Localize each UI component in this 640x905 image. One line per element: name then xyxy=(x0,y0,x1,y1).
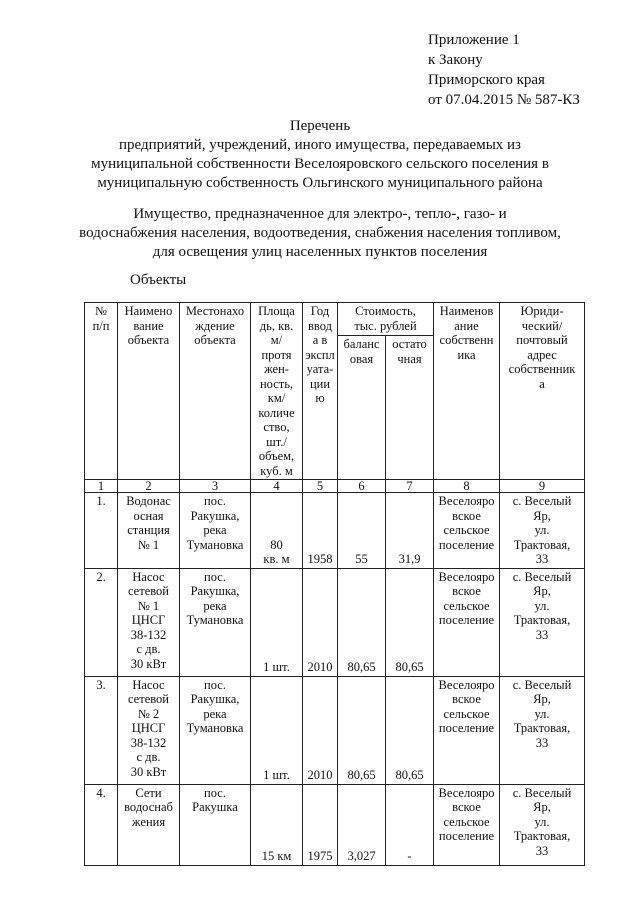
owner-name-line: вское xyxy=(452,692,481,706)
document-title xyxy=(0,117,640,193)
owner-address-line: ул. xyxy=(534,706,550,721)
location-line: Тумановка xyxy=(186,537,244,552)
appendix-reference xyxy=(428,30,580,110)
owner-address-line: Яр, xyxy=(533,800,551,814)
owner-name-line: вское xyxy=(452,508,481,523)
location-line: пос. xyxy=(204,494,226,508)
header-text: № xyxy=(95,304,107,318)
header-text: объекта xyxy=(194,333,236,347)
owner-address-cell xyxy=(500,493,585,569)
owner-address-line: ул. xyxy=(534,523,550,537)
object-name-line: № 1 xyxy=(137,598,160,613)
header-text: м/ xyxy=(270,333,283,347)
header-text: ность, xyxy=(259,376,294,391)
header-text: шт./ xyxy=(266,434,287,449)
header-text: Год xyxy=(310,304,330,318)
header-text: остато xyxy=(392,337,427,351)
owner-address-line: Яр, xyxy=(533,584,551,598)
residual-cost-cell: 80,65 xyxy=(386,568,434,676)
header-text: собственник xyxy=(508,362,576,376)
object-name-cell xyxy=(118,568,180,676)
location-line: Тумановка xyxy=(186,613,244,627)
owner-name-cell xyxy=(434,568,500,676)
location-line: пос. xyxy=(204,569,226,584)
title-line: предприятий, учреждений, иного имущества, передаваемых из xyxy=(119,137,521,153)
header-text: куб. м xyxy=(260,463,293,478)
subtitle-line: Имущество, предназначенное для электро-, тепло-, газо- и xyxy=(133,206,507,222)
header-balance-cost xyxy=(338,336,386,480)
location-line: река xyxy=(203,706,227,721)
column-number-row xyxy=(85,480,585,493)
header-text: объем, xyxy=(258,449,295,463)
object-name-line: 38-132 xyxy=(130,627,167,642)
year-cell: 1975 xyxy=(303,784,338,865)
property-table xyxy=(84,302,585,866)
header-text: ика xyxy=(457,347,476,362)
owner-name-cell xyxy=(434,784,500,865)
header-text: количе xyxy=(258,405,295,420)
header-text: вание xyxy=(133,318,164,333)
header-owner-name xyxy=(434,303,500,480)
owner-name-line: сельское xyxy=(443,706,490,721)
area-cell xyxy=(251,784,303,865)
header-text: а в xyxy=(312,333,328,347)
owner-name-line: поселение xyxy=(438,829,495,843)
owner-name-line: сельское xyxy=(443,814,490,829)
header-text: объекта xyxy=(127,333,170,347)
owner-name-line: вское xyxy=(452,800,481,814)
table-row xyxy=(85,493,585,569)
owner-address-line: с. Веселый xyxy=(512,494,572,508)
appendix-line: Приложение 1 xyxy=(428,32,520,48)
area-cell xyxy=(251,568,303,676)
object-name-line: Насос xyxy=(132,569,165,584)
location-line: пос. xyxy=(204,677,226,692)
balance-cost-cell: 80,65 xyxy=(338,676,386,784)
header-text: ждение xyxy=(195,318,235,333)
owner-address-line: 33 xyxy=(535,735,549,750)
owner-address-line: с. Веселый xyxy=(512,569,572,584)
year-cell: 1958 xyxy=(303,493,338,569)
owner-address-cell xyxy=(500,676,585,784)
title-line: Перечень xyxy=(289,118,351,134)
header-year xyxy=(303,303,338,480)
header-text: ввод xyxy=(308,318,332,333)
object-name-line: с дв. xyxy=(136,750,161,764)
header-text: адрес xyxy=(527,347,557,362)
object-name-cell xyxy=(118,676,180,784)
object-name-line: 30 кВт xyxy=(130,656,167,671)
header-text: тыс. рублей xyxy=(354,318,417,333)
owner-address-line: Трактовая, xyxy=(513,613,571,627)
object-name-line: жения xyxy=(131,814,166,829)
row-number-cell: 1. xyxy=(85,493,118,569)
area-cell xyxy=(251,676,303,784)
location-line: пос. xyxy=(204,785,226,800)
object-name-line: ЦНСГ xyxy=(131,721,166,735)
owner-address-line: Трактовая, xyxy=(513,721,571,735)
object-name-line: Насос xyxy=(132,677,165,692)
table-row xyxy=(85,784,585,865)
row-number-cell: 3. xyxy=(85,676,118,784)
object-name-line: станция xyxy=(127,523,170,537)
column-number-cell: 2 xyxy=(118,480,180,493)
column-number-cell: 8 xyxy=(434,480,500,493)
header-text: уата- xyxy=(306,362,334,376)
year-cell: 2010 xyxy=(303,676,338,784)
owner-address-line: Яр, xyxy=(533,508,551,523)
owner-address-line: ул. xyxy=(534,598,550,613)
title-line: муниципальную собственность Ольгинского муниципального района xyxy=(97,175,543,191)
row-number-cell: 4. xyxy=(85,784,118,865)
location-line: Ракушка xyxy=(192,800,238,814)
residual-cost-cell: - xyxy=(386,784,434,865)
owner-name-line: сельское xyxy=(443,523,490,537)
owner-name-line: сельское xyxy=(443,598,490,613)
header-text: Наимено xyxy=(124,304,173,318)
owner-address-line: с. Веселый xyxy=(512,677,572,692)
column-number-cell: 3 xyxy=(180,480,251,493)
location-line: река xyxy=(203,523,227,537)
header-owner-address xyxy=(500,303,585,480)
area-line: 1 шт. xyxy=(263,768,290,782)
owner-name-line: поселение xyxy=(438,721,495,735)
header-text: дь, кв. xyxy=(259,318,294,333)
owner-address-cell xyxy=(500,568,585,676)
appendix-line: к Закону xyxy=(428,52,483,68)
header-text: п/п xyxy=(92,318,110,333)
object-name-line: осная xyxy=(133,508,164,523)
header-text: ческий/ xyxy=(521,318,563,333)
table-row xyxy=(85,568,585,676)
area-line: кв. м xyxy=(263,552,290,566)
header-name xyxy=(118,303,180,480)
owner-address-line: Трактовая, xyxy=(513,537,571,552)
location-line: Ракушка, xyxy=(190,692,240,706)
column-number-cell: 1 xyxy=(85,480,118,493)
object-name-cell xyxy=(118,493,180,569)
header-text: Местонахо xyxy=(185,304,245,318)
header-num xyxy=(85,303,118,480)
owner-name-line: вское xyxy=(452,584,481,598)
object-name-line: с дв. xyxy=(136,642,161,656)
column-number-cell: 9 xyxy=(500,480,585,493)
header-text: ю xyxy=(315,391,325,405)
header-text: почтовый xyxy=(516,333,568,347)
object-name-line: 30 кВт xyxy=(130,764,167,779)
location-line: Ракушка, xyxy=(190,508,240,523)
residual-cost-cell: 31,9 xyxy=(386,493,434,569)
table-header-row xyxy=(85,303,585,336)
object-name-line: водоснаб xyxy=(124,800,173,814)
location-cell xyxy=(180,784,251,865)
object-name-line: сетевой xyxy=(127,692,169,706)
owner-name-line: Веселояро xyxy=(438,677,495,692)
header-text: ции xyxy=(309,376,331,391)
area-cell xyxy=(251,493,303,569)
location-line: Ракушка, xyxy=(190,584,240,598)
owner-address-line: 33 xyxy=(535,552,549,566)
object-name-cell xyxy=(118,784,180,865)
object-name-line: № 2 xyxy=(137,706,160,721)
object-name-line: 38-132 xyxy=(130,735,167,750)
owner-name-cell xyxy=(434,493,500,569)
owner-name-line: Веселояро xyxy=(438,785,495,800)
location-cell xyxy=(180,568,251,676)
owner-address-line: ул. xyxy=(534,814,550,829)
section-label: Объекты xyxy=(130,272,187,288)
table-row xyxy=(85,676,585,784)
header-text: Юриди- xyxy=(520,304,564,318)
column-number-cell: 4 xyxy=(251,480,303,493)
header-text: км/ xyxy=(267,391,286,405)
header-text: а xyxy=(539,376,545,391)
appendix-line: Приморского края xyxy=(428,72,545,88)
location-line: Тумановка xyxy=(186,721,244,735)
header-text: ание xyxy=(454,318,479,333)
property-category-heading xyxy=(0,205,640,262)
header-residual-cost xyxy=(386,336,434,480)
owner-name-line: поселение xyxy=(438,537,495,552)
header-text: протя xyxy=(261,347,292,362)
owner-address-line: Трактовая, xyxy=(513,829,571,843)
row-number-cell: 2. xyxy=(85,568,118,676)
area-line: 15 км xyxy=(261,849,292,863)
subtitle-line: водоснабжения населения, водоотведения, снабжения населения топливом, xyxy=(79,225,561,241)
header-text: Наименов xyxy=(439,304,494,318)
object-name-line: Водонас xyxy=(126,494,171,508)
location-cell xyxy=(180,676,251,784)
header-text: собственн xyxy=(439,333,494,347)
column-number-cell: 7 xyxy=(386,480,434,493)
owner-address-line: 33 xyxy=(535,627,549,642)
header-text: Стоимость, xyxy=(355,304,416,318)
header-text: жен- xyxy=(264,362,289,376)
owner-address-line: 33 xyxy=(535,843,549,858)
owner-address-line: Яр, xyxy=(533,692,551,706)
column-number-cell: 5 xyxy=(303,480,338,493)
year-cell: 2010 xyxy=(303,568,338,676)
balance-cost-cell: 3,027 xyxy=(338,784,386,865)
object-name-line: Сети xyxy=(135,785,162,800)
balance-cost-cell: 80,65 xyxy=(338,568,386,676)
header-area xyxy=(251,303,303,480)
title-line: муниципальной собственности Веселояровского сельского поселения в xyxy=(91,156,549,172)
header-cost xyxy=(338,303,434,336)
owner-name-line: Веселояро xyxy=(438,569,495,584)
header-location xyxy=(180,303,251,480)
header-text: экспл xyxy=(305,347,335,362)
owner-name-cell xyxy=(434,676,500,784)
column-number-cell: 6 xyxy=(338,480,386,493)
area-line: 1 шт. xyxy=(263,660,290,674)
object-name-line: ЦНСГ xyxy=(131,613,166,627)
header-text: Площа xyxy=(258,304,295,318)
location-line: река xyxy=(203,598,227,613)
subtitle-line: для освещения улиц населенных пунктов поселения xyxy=(152,244,488,260)
owner-name-line: Веселояро xyxy=(438,494,495,508)
header-text: ство, xyxy=(263,420,290,434)
appendix-line: от 07.04.2015 № 587-КЗ xyxy=(428,92,580,108)
area-line: 80 xyxy=(270,537,283,552)
header-text: баланс xyxy=(343,337,380,351)
owner-address-line: с. Веселый xyxy=(512,785,572,800)
owner-name-line: поселение xyxy=(438,613,495,627)
header-text: овая xyxy=(349,351,374,366)
location-cell xyxy=(180,493,251,569)
residual-cost-cell: 80,65 xyxy=(386,676,434,784)
object-name-line: № 1 xyxy=(137,537,160,552)
object-name-line: сетевой xyxy=(127,584,169,598)
balance-cost-cell: 55 xyxy=(338,493,386,569)
header-text: чная xyxy=(397,351,422,366)
owner-address-cell xyxy=(500,784,585,865)
